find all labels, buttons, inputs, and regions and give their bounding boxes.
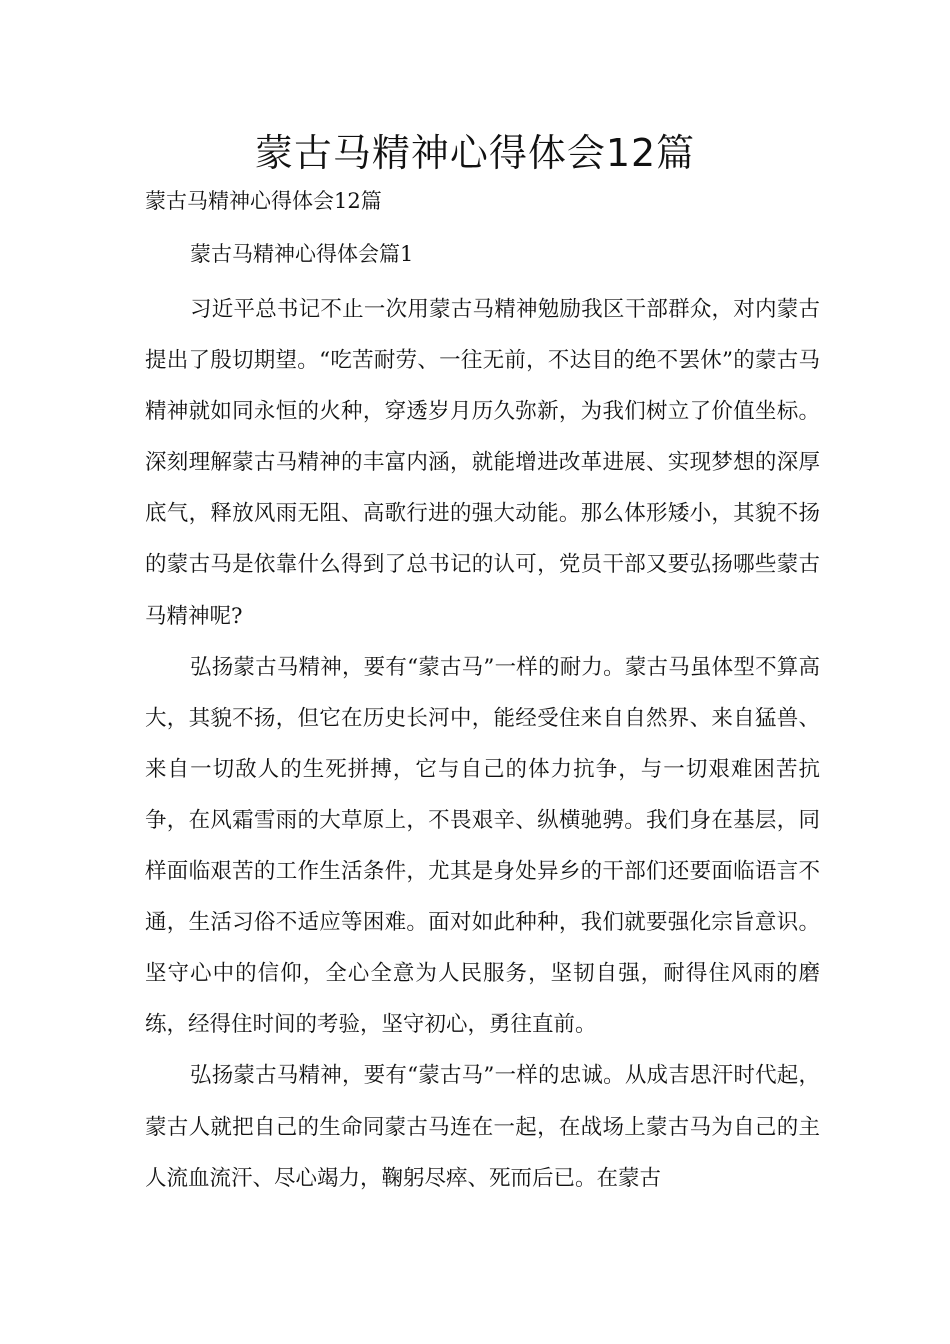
paragraph-3: 弘扬蒙古马精神，要有“蒙古马”一样的忠诚。从成吉思汗时代起，蒙古人就把自己的生命同蒙古马连在一起，在战场上蒙古马为自己的主人流血流汗、尽心竭力，鞠躬尽瘁、死而后已。在蒙古	[145, 1063, 820, 1191]
document-title: 蒙古马精神心得体会12篇	[254, 131, 696, 175]
document-subtitle: 蒙古马精神心得体会12篇	[145, 189, 382, 213]
section-heading: 蒙古马精神心得体会篇1	[190, 242, 414, 266]
paragraph-2: 弘扬蒙古马精神，要有“蒙古马”一样的耐力。蒙古马虽体型不算高大，其貌不扬，但它在历史长河中，能经受住来自自然界、来自猛兽、来自一切敌人的生死拼搏，它与自己的体力抗争，与一切艰难困苦抗争，在风霜雪雨的大草原上，不畏艰辛、纵横驰骋。我们身在基层，同样面临艰苦的工作生活条件，尤其是身处异乡的干部们还要面临语言不通，生活习俗不适应等困难。面对如此种种，我们就要强化宗旨意识。坚守心中的信仰，全心全意为人民服务，坚韧自强，耐得住风雨的磨练，经得住时间的考验，坚守初心，勇往直前。	[145, 654, 820, 1038]
document-body	[145, 284, 820, 1204]
paragraph-1: 习近平总书记不止一次用蒙古马精神勉励我区干部群众，对内蒙古提出了殷切期望。“吃苦耐劳、一往无前，不达目的绝不罢休”的蒙古马精神就如同永恒的火种，穿透岁月历久弥新，为我们树立了价值坐标。深刻理解蒙古马精神的丰富内涵，就能增进改革进展、实现梦想的深厚底气，释放风雨无阻、高歌行进的强大动能。那么体形矮小，其貌不扬的蒙古马是依靠什么得到了总书记的认可，党员干部又要弘扬哪些蒙古马精神呢?	[145, 297, 820, 629]
